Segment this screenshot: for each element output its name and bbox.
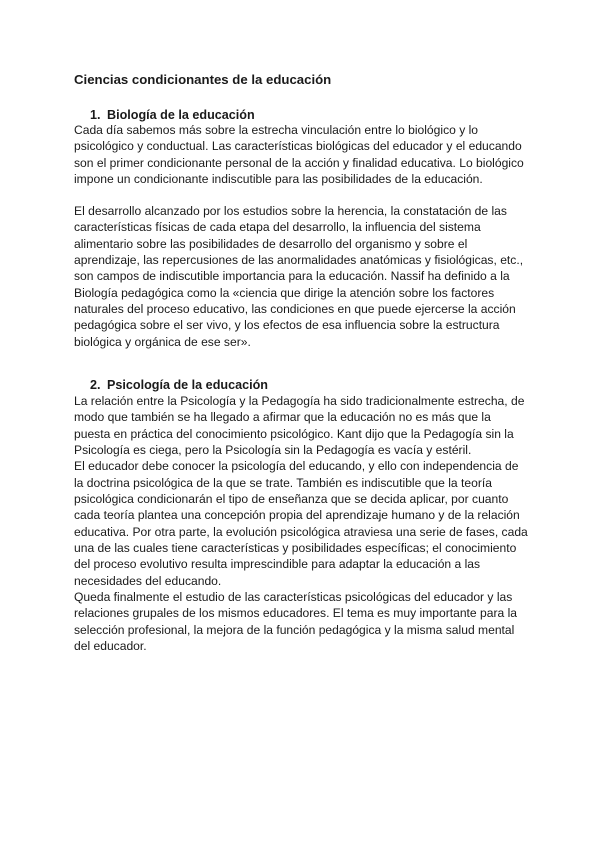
text-line: aprendizaje, las repercusiones de las anormalidades anatómicas y fisiológicas, etc.,	[74, 252, 524, 267]
paragraph	[74, 393, 534, 654]
section-heading-psicologia	[90, 377, 268, 393]
text-line: necesidades del educando.	[74, 573, 222, 588]
text-line: selección profesional, la mejora de la función pedagógica y la misma salud mental	[74, 622, 515, 637]
text-line: la doctrina psicológica de la que se trate. También es indiscutible que la teoría	[74, 475, 492, 490]
section-number: 2.	[90, 378, 101, 392]
text-line: relaciones grupales de los mismos educadores. El tema es muy importante para la	[74, 606, 517, 621]
text-line: pedagógica sobre el ser vivo, y los efectos de esa influencia sobre la estructura	[74, 318, 500, 333]
text-line: una de las cuales tiene características y posibilidades específicas; el conocimiento	[74, 540, 517, 555]
text-line: puesta en práctica del conocimiento psicológico. Kant dijo que la Pedagogía sin la	[74, 426, 514, 441]
text-line: Queda finalmente el estudio de las características psicológicas del educador y las	[74, 589, 513, 604]
document-title: Ciencias condicionantes de la educación	[74, 72, 332, 87]
text-line: psicológica condicionarán el tipo de enseñanza que se decida aplicar, por cuanto	[74, 491, 509, 506]
text-line: Cada día sabemos más sobre la estrecha vinculación entre lo biológico y lo	[74, 123, 479, 137]
text-line: La relación entre la Psicología y la Pedagogía ha sido tradicionalmente estrecha, de	[74, 394, 525, 408]
text-line: Biología pedagógica como la «ciencia que dirige la atención sobre los factores	[74, 285, 495, 300]
text-line: del proceso evolutivo resulta imprescindible para adaptar la educación a las	[74, 557, 481, 572]
section-heading-text: Psicología de la educación	[107, 378, 268, 392]
text-line: impone un condicionante indiscutible para las posibilidades de la educación.	[74, 171, 483, 186]
paragraph	[74, 122, 534, 187]
text-line: El desarrollo alcanzado por los estudios sobre la herencia, la constatación de las	[74, 204, 507, 218]
text-line: características físicas de cada etapa del desarrollo, la influencia del sistema	[74, 220, 481, 235]
text-line: El educador debe conocer la psicología del educando, y ello con independencia de	[74, 459, 519, 474]
text-line: del educador.	[74, 638, 147, 653]
text-line: son campos de indiscutible importancia para la educación. Nassif ha definido a la	[74, 269, 510, 284]
text-line: biológica y orgánica de ese ser».	[74, 334, 251, 349]
text-line: alimentario sobre las posibilidades de desarrollo del organismo y sobre el	[74, 236, 468, 251]
section-heading-text: Biología de la educación	[107, 108, 255, 122]
text-line: educativa. Por otra parte, la evolución psicológica atraviesa una serie de fases, cada	[74, 524, 528, 539]
text-line: psicológico y conductual. Las características biológicas del educador y el educando	[74, 139, 522, 154]
paragraph	[74, 203, 534, 350]
text-line: son el primer condicionante personal de la acción y finalidad educativa. Lo biológico	[74, 155, 524, 170]
section-heading-biologia	[90, 107, 255, 123]
text-line: modo que también se ha llegado a afirmar que la educación no es más que la	[74, 410, 491, 425]
text-line: naturales del proceso educativo, las condiciones en que puede ejercerse la acción	[74, 301, 516, 316]
text-line: Psicología es ciega, pero la Psicología sin la Pedagogía es vacía y estéril.	[74, 442, 472, 457]
text-line: cada teoría plantea una concepción propia del aprendizaje humano y de la relación	[74, 508, 520, 523]
section-number: 1.	[90, 108, 101, 122]
